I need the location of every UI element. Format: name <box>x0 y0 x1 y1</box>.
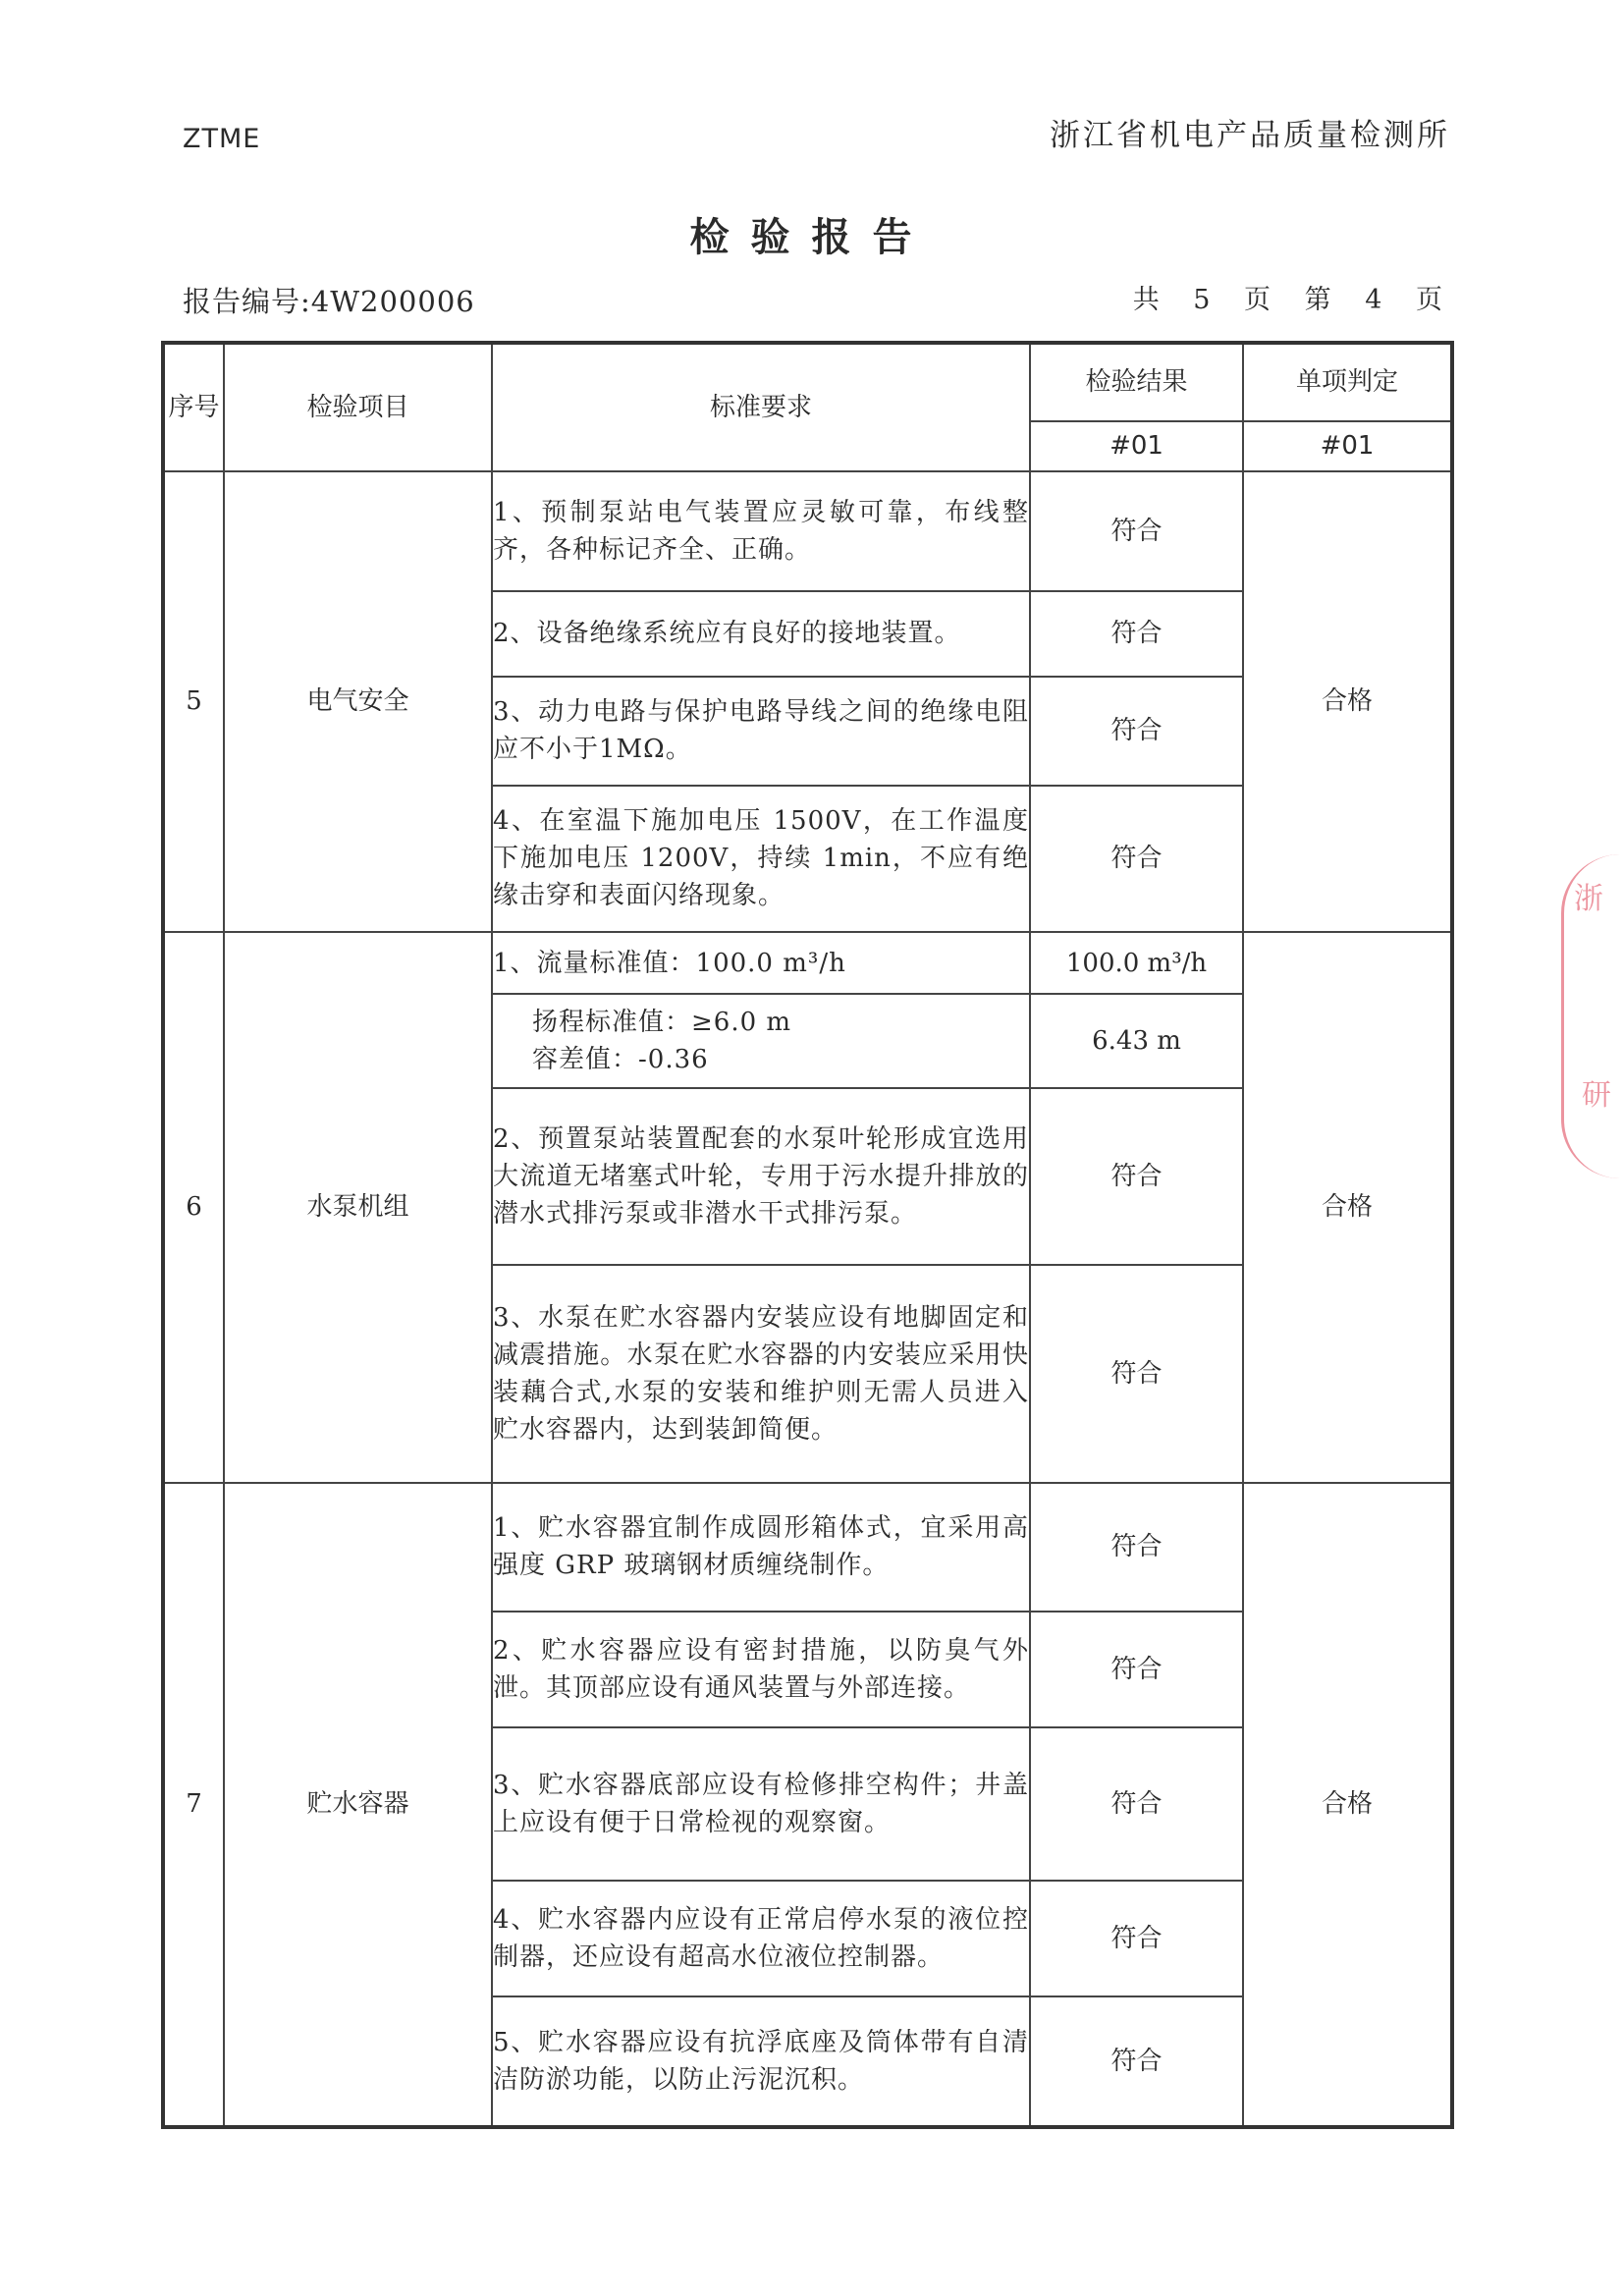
standard-requirement: 1、流量标准值：100.0 m³/h <box>492 932 1030 995</box>
result-cell: 符合 <box>1030 1483 1243 1612</box>
group-seq: 7 <box>163 1483 224 2128</box>
standard-requirement: 3、水泵在贮水容器内安装应设有地脚固定和减震措施。水泵在贮水容器的内安装应采用快装藕合式,水泵的安装和维护则无需人员进入贮水容器内，达到装卸简便。 <box>492 1265 1030 1483</box>
result-cell: 100.0 m³/h <box>1030 932 1243 995</box>
result-cell: 符合 <box>1030 1996 1243 2127</box>
report-number: 报告编号:4W200006 <box>183 285 475 318</box>
group-item: 电气安全 <box>224 471 492 932</box>
group-seq: 5 <box>163 471 224 932</box>
judgement-cell: 合格 <box>1243 932 1452 1483</box>
org-name: 浙江省机电产品质量检测所 <box>1050 118 1450 153</box>
standard-requirement <box>492 994 1030 1088</box>
result-cell: 符合 <box>1030 591 1243 677</box>
standard-requirement: 3、动力电路与保护电路导线之间的绝缘电阻应不小于1MΩ。 <box>492 677 1030 786</box>
page-count: 共 5 页 第 4 页 <box>1132 285 1446 315</box>
standard-requirement: 2、设备绝缘系统应有良好的接地装置。 <box>492 591 1030 677</box>
header-sample-judgement: #01 <box>1243 421 1452 471</box>
result-cell: 符合 <box>1030 1881 1243 1996</box>
header-judgement: 单项判定 <box>1243 343 1452 421</box>
header-result: 检验结果 <box>1030 343 1243 421</box>
table-row <box>163 1483 1452 1612</box>
seal-stamp: 浙 研 <box>1561 854 1623 1178</box>
result-cell: 符合 <box>1030 1612 1243 1727</box>
standard-requirement: 4、贮水容器内应设有正常启停水泵的液位控制器，还应设有超高水位液位控制器。 <box>492 1881 1030 1996</box>
result-cell: 符合 <box>1030 786 1243 932</box>
table-row <box>163 471 1452 591</box>
standard-requirement: 3、贮水容器底部应设有检修排空构件；井盖上应设有便于日常检视的观察窗。 <box>492 1727 1030 1881</box>
group-item: 贮水容器 <box>224 1483 492 2128</box>
standard-requirement: 5、贮水容器应设有抗浮底座及筒体带有自清洁防淤功能，以防止污泥沉积。 <box>492 1996 1030 2127</box>
header-seq: 序号 <box>163 343 224 471</box>
tolerance-value: 容差值：-0.36 <box>532 1045 709 1075</box>
document-title: 检验报告 <box>689 214 934 260</box>
standard-requirement: 4、在室温下施加电压 1500V，在工作温度下施加电压 1200V，持续 1min，不应有绝缘击穿和表面闪络现象。 <box>492 786 1030 932</box>
result-cell: 符合 <box>1030 677 1243 786</box>
result-cell: 符合 <box>1030 1088 1243 1264</box>
header-item: 检验项目 <box>224 343 492 471</box>
judgement-cell: 合格 <box>1243 471 1452 932</box>
standard-requirement: 2、贮水容器应设有密封措施，以防臭气外泄。其顶部应设有通风装置与外部连接。 <box>492 1612 1030 1727</box>
standard-requirement: 2、预置泵站装置配套的水泵叶轮形成宜选用大流道无堵塞式叶轮，专用于污水提升排放的潜水式排污泵或非潜水干式排污泵。 <box>492 1088 1030 1264</box>
header-standard: 标准要求 <box>492 343 1030 471</box>
result-cell: 符合 <box>1030 1727 1243 1881</box>
result-cell: 符合 <box>1030 471 1243 591</box>
table-row <box>163 932 1452 995</box>
result-cell: 符合 <box>1030 1265 1243 1483</box>
org-code: ZTME <box>183 124 261 154</box>
judgement-cell: 合格 <box>1243 1483 1452 2128</box>
inspection-table <box>161 341 1454 2129</box>
group-seq: 6 <box>163 932 224 1483</box>
standard-requirement: 1、预制泵站电气装置应灵敏可靠，布线整齐，各种标记齐全、正确。 <box>492 471 1030 591</box>
result-cell: 6.43 m <box>1030 994 1243 1088</box>
standard-requirement: 1、贮水容器宜制作成圆形箱体式，宜采用高强度 GRP 玻璃钢材质缠绕制作。 <box>492 1483 1030 1612</box>
head-standard-value: 扬程标准值：≥6.0 m <box>532 1008 792 1038</box>
group-item: 水泵机组 <box>224 932 492 1483</box>
header-sample-result: #01 <box>1030 421 1243 471</box>
